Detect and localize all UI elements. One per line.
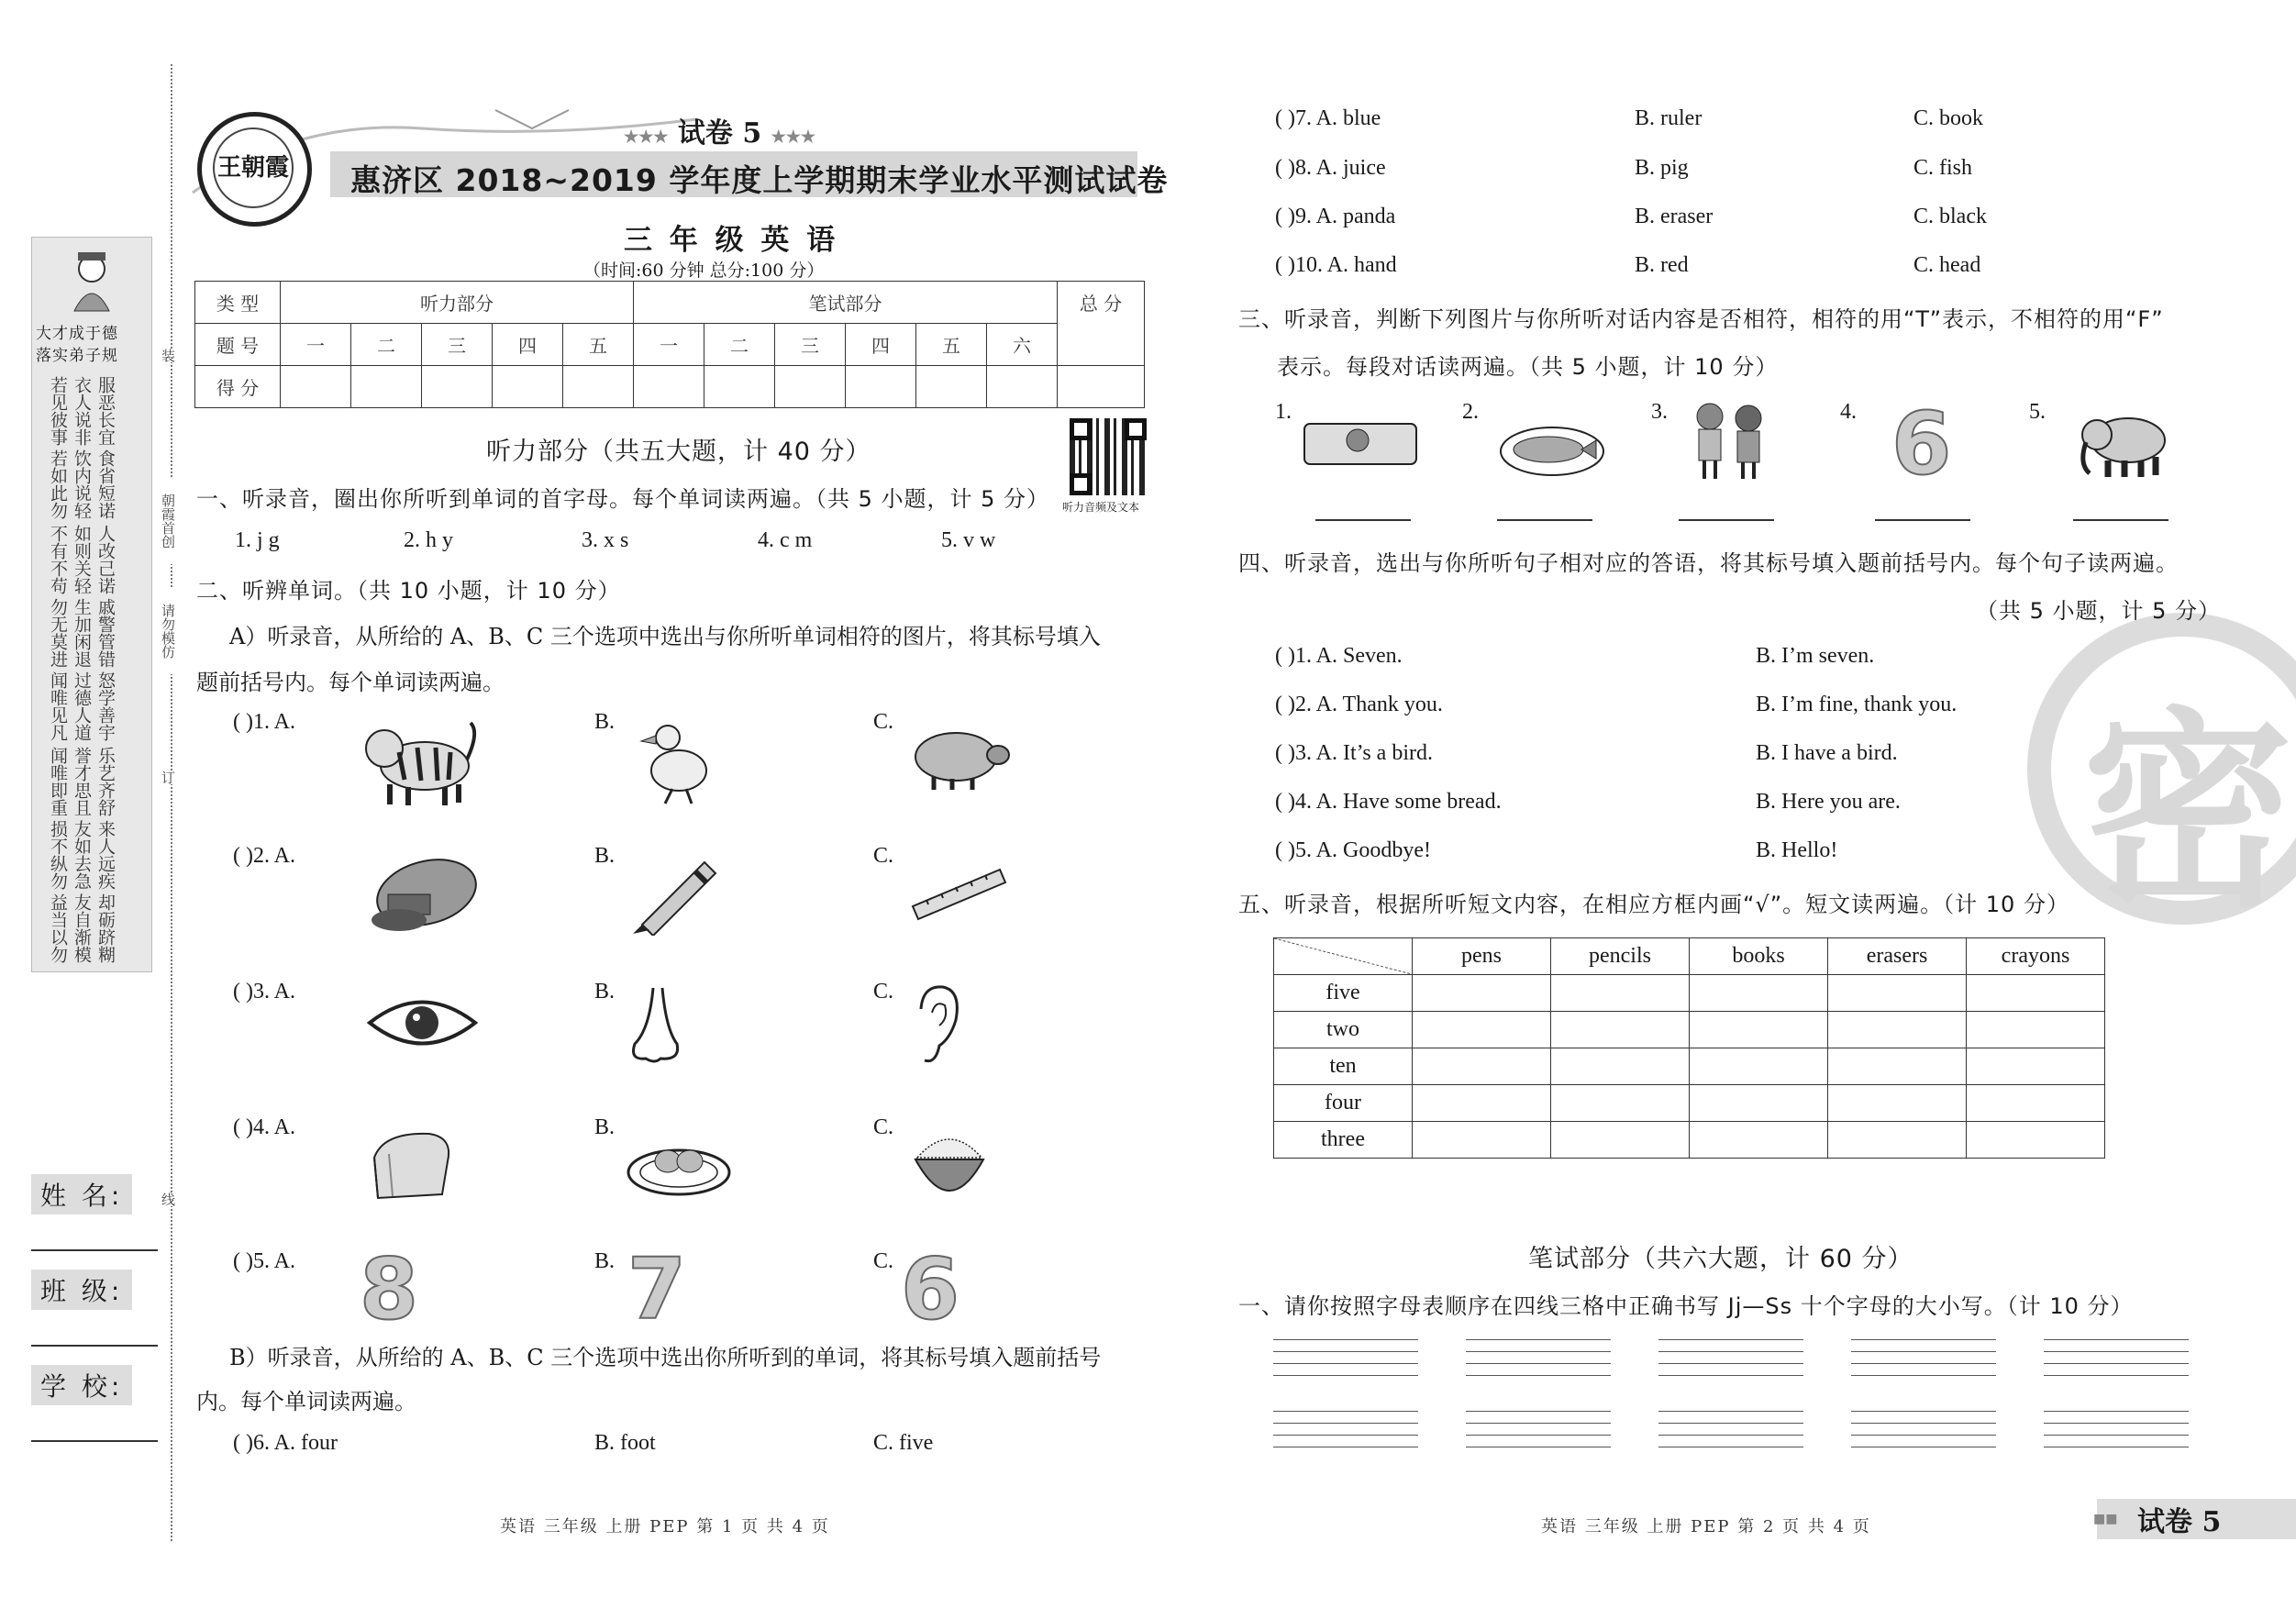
side-note: 朝霞首创 [158,477,178,564]
grid-cell[interactable] [1828,1122,1967,1159]
score-cell[interactable] [351,366,422,408]
listen-num: 五 [563,324,634,366]
score-total-cell[interactable] [1058,366,1145,408]
word-q10-b: B. red [1635,253,1689,277]
motto-bottom: 落实弟子规 [36,347,118,365]
word-q10: ( )10. A. hand [1275,253,1397,277]
grid-cell[interactable] [1690,975,1828,1012]
writing-line[interactable] [1658,1339,1803,1340]
s1-item: 2. h y [404,528,453,552]
pic-q3-num: ( )3. A. [233,980,295,1004]
grid-cell[interactable] [1413,1048,1551,1085]
writing-line[interactable] [1466,1339,1611,1340]
rice-picture[interactable] [908,1121,991,1208]
grid-col-header: erasers [1828,938,1967,975]
write-num: 三 [775,324,846,366]
writing-line[interactable] [1658,1351,1803,1352]
writing-line[interactable] [1851,1375,1996,1376]
s3-tray-picture [1301,411,1420,475]
pic-q4-b: B. [594,1115,616,1139]
word-q10-c: C. head [1913,253,1981,277]
qr-code-icon[interactable] [1070,418,1147,495]
writing-heading: 笔试部分（共六大题，计 60 分） [1528,1245,1913,1273]
grid-row-header: two [1274,1012,1413,1048]
score-cell[interactable] [704,366,775,408]
s4-q1-b: B. I’m seven. [1756,644,1875,668]
word-q9: ( )9. A. panda [1275,205,1396,228]
s3-num: 2. [1462,400,1479,424]
grid-cell[interactable] [1690,1012,1828,1048]
writing-line[interactable] [2044,1435,2189,1436]
number-8-picture[interactable]: 8 [360,1240,419,1338]
motto-column: 友自渐模 [72,893,92,963]
section-3-title-2: 表示。每段对话读两遍。（共 5 小题，计 10 分） [1277,354,1779,380]
score-number-label: 题 号 [195,324,281,366]
ruler-picture[interactable] [908,853,1009,926]
word-q9-c: C. black [1913,205,1987,228]
motto-column: 勿无莫进 [48,598,68,668]
bind-mark-2: 订 [160,771,176,784]
writing-line[interactable] [1273,1351,1418,1352]
grid-col-header: crayons [1967,938,2105,975]
stars-right-icon: ★★★ [771,128,816,147]
writing-line[interactable] [2044,1411,2189,1412]
eye-picture[interactable] [365,991,480,1055]
grid-cell[interactable] [1551,1085,1690,1122]
listening-heading: 听力部分（共五大题，计 40 分） [486,438,871,466]
motto-column: 损不纵勿 [48,820,68,890]
bind-mark-3: 线 [160,1192,176,1206]
grid-cell[interactable] [1690,1085,1828,1122]
score-cell[interactable] [775,366,846,408]
write-num: 四 [846,324,916,366]
writing-line[interactable] [1466,1435,1611,1436]
write-num: 二 [704,324,775,366]
eggs-picture[interactable] [624,1128,734,1202]
grid-col-header: pens [1413,938,1551,975]
side-note-2: 请勿模仿 [158,587,178,674]
subject-title: 三 年 级 英 语 [624,224,839,257]
score-cell[interactable] [846,366,916,408]
score-row-label: 得 分 [195,366,281,408]
write-num: 六 [987,324,1058,366]
score-cell[interactable] [281,366,351,408]
motto-column: 生加闲退 [72,598,92,668]
footer-tag: 试卷 5 [2137,1506,2222,1538]
writing-line[interactable] [1851,1423,1996,1424]
grid-cell[interactable] [1413,1012,1551,1048]
write-num: 五 [916,324,987,366]
pic-q2-b: B. [594,844,616,868]
s2a-instruction-2: 题前括号内。每个单词读两遍。 [196,670,505,695]
listen-num: 四 [493,324,563,366]
s3-answer-line[interactable] [1679,519,1774,521]
score-cell[interactable] [422,366,493,408]
footer-left: 英语 三年级 上册 PEP 第 1 页 共 4 页 [500,1517,830,1536]
word-q7-c: C. book [1913,106,1984,130]
motto-column: 人改己诺 [95,525,116,594]
motto-column: 闻唯见凡 [48,671,68,741]
word-q8-b: B. pig [1635,156,1689,180]
grid-cell[interactable] [1967,1085,2105,1122]
writing-line[interactable] [1851,1411,1996,1412]
pen-picture[interactable] [624,844,725,936]
motto-column: 不有不苟 [48,525,68,594]
school-label: 学 校: [31,1365,132,1405]
s2a-instruction-1: A）听录音，从所给的 A、B、C 三个选项中选出与你所听单词相符的图片，将其标号填入 [229,624,1101,649]
pic-q5-c: C. [873,1249,894,1273]
tiger-picture[interactable] [362,715,477,807]
write-num: 一 [634,324,704,366]
writing-line[interactable] [1466,1375,1611,1376]
writing-section-1-title: 一、请你按照字母表顺序在四线三格中正确书写 Jj—Ss 十个字母的大小写。（计 10 分） [1238,1293,2134,1319]
word-q8-c: C. fish [1913,156,1973,180]
s3-answer-line[interactable] [1315,519,1411,521]
exam-title: 惠济区 2018~2019 学年度上学期期末学业水平测试试卷 [350,162,1169,198]
writing-line[interactable] [1658,1435,1803,1436]
s3-elephant-picture [2075,407,2176,481]
grid-row-header: five [1274,975,1413,1012]
pic-q5-num: ( )5. A. [233,1249,295,1273]
boy-figure [67,249,116,313]
word-q7-b: B. ruler [1635,106,1703,130]
s4-q3-b: B. I have a bird. [1756,741,1898,765]
stars-left-icon: ★★★ [624,128,669,147]
nose-picture[interactable] [626,983,690,1066]
tick-grid [1273,937,2105,1159]
s3-num: 1. [1275,400,1292,424]
motto-column: 闻唯即重 [48,747,68,816]
writing-line[interactable] [1658,1363,1803,1364]
writing-line[interactable] [1658,1423,1803,1424]
pic-q1-c: C. [873,710,894,734]
s4-q1-a: ( )1. A. Seven. [1275,644,1403,668]
s1-item: 1. j g [235,528,280,552]
grid-cell[interactable] [1967,1048,2105,1085]
grid-corner [1274,938,1413,975]
writing-line[interactable] [1273,1411,1418,1412]
writing-line[interactable] [1273,1375,1418,1376]
writing-line[interactable] [2044,1375,2189,1376]
section-5-title: 五、听录音，根据所听短文内容，在相应方框内画“√”。短文读两遍。（计 10 分） [1238,892,2069,917]
grid-cell[interactable] [1967,1122,2105,1159]
motto-column: 却砺跻糊 [95,893,116,963]
motto-column: 友如去急 [72,820,92,890]
binding-dotted-line [171,64,172,1541]
grid-cell[interactable] [1551,1122,1690,1159]
grid-cell[interactable] [1828,1012,1967,1048]
grid-cell[interactable] [1551,1048,1690,1085]
paper-tag-row [624,110,815,150]
motto-column: 若如此勿 [48,449,68,519]
writing-line[interactable] [1466,1351,1611,1352]
word-q6-c: C. five [873,1431,934,1455]
s3-answer-line[interactable] [1497,519,1592,521]
time-info: （时间:60 分钟 总分:100 分） [583,261,825,281]
grid-cell[interactable] [1690,1048,1828,1085]
motto-column: 益当以勿 [48,893,68,963]
pic-q1-num: ( )1. A. [233,710,295,734]
section-4-title-1: 四、听录音，选出与你所听句子相对应的答语，将其标号填入题前括号内。每个句子读两遍。 [1238,550,2179,576]
section-2-title: 二、听辨单词。（共 10 小题，计 10 分） [196,578,621,604]
pic-q4-num: ( )4. A. [233,1115,295,1139]
grid-cell[interactable] [1967,1012,2105,1048]
s4-q2-b: B. I’m fine, thank you. [1756,693,1958,716]
writing-line[interactable] [1851,1435,1996,1436]
word-q6: ( )6. A. four [233,1431,338,1455]
motto-column: 衣人说非 [72,376,92,446]
grid-cell[interactable] [1828,1085,1967,1122]
s1-item: 3. x s [582,528,629,552]
writing-line[interactable] [2044,1351,2189,1352]
pic-q4-c: C. [873,1115,894,1139]
motto-column: 饮内说轻 [72,449,92,519]
listen-num: 三 [422,324,493,366]
s3-num: 3. [1651,400,1668,424]
grid-cell[interactable] [1828,975,1967,1012]
writing-line[interactable] [1658,1375,1803,1376]
class-label: 班 级: [31,1270,132,1310]
name-line[interactable] [31,1249,158,1251]
score-table [194,281,1145,408]
grid-cell[interactable] [1690,1122,1828,1159]
grid-col-header: pencils [1551,938,1690,975]
grid-cell[interactable] [1551,975,1690,1012]
motto-column: 过德人道 [72,671,92,741]
grid-cell[interactable] [1828,1048,1967,1085]
motto-top: 大才成于德 [36,325,118,343]
listen-num: 一 [281,324,351,366]
grid-row-header: three [1274,1122,1413,1159]
score-writing-label: 笔试部分 [634,282,1058,324]
grid-cell[interactable] [1413,975,1551,1012]
number-7-picture[interactable]: 7 [627,1240,687,1338]
s3-two-kids-picture [1679,400,1780,482]
score-cell[interactable] [634,366,704,408]
writing-line[interactable] [1273,1363,1418,1364]
s3-number-6-picture: 6 [1891,394,1952,494]
s3-num: 5. [2029,400,2046,424]
motto-column: 服恶长宜 [95,376,116,446]
motto-column: 来人远疾 [95,820,116,890]
pic-q5-b: B. [594,1249,616,1273]
number-6-picture[interactable]: 6 [901,1240,960,1338]
confidential-seal-char: 密 [2082,691,2294,936]
motto-column: 怒学善宇 [95,671,116,741]
writing-line[interactable] [1851,1351,1996,1352]
bind-mark-1: 装 [160,349,176,362]
word-q8: ( )8. A. juice [1275,156,1386,180]
pic-q2-num: ( )2. A. [233,844,295,868]
s4-q4-b: B. Here you are. [1756,790,1901,814]
score-listening-label: 听力部分 [281,282,634,324]
s4-q5-a: ( )5. A. Goodbye! [1275,838,1431,862]
writing-line[interactable] [1466,1363,1611,1364]
grid-row-header: ten [1274,1048,1413,1085]
writing-line[interactable] [1466,1411,1611,1412]
s4-q3-a: ( )3. A. It’s a bird. [1275,741,1433,765]
grid-cell[interactable] [1551,1012,1690,1048]
s1-item: 4. c m [758,528,813,552]
score-cell[interactable] [493,366,563,408]
motto-column: 如则关轻 [72,525,92,594]
logo-text: 王朝霞 [213,128,294,208]
writing-line[interactable] [1273,1339,1418,1340]
paper-tag: 试卷 5 [677,117,762,150]
motto-column: 乐艺齐舒 [95,747,116,816]
word-q7: ( )7. A. blue [1275,106,1381,130]
listen-num: 二 [351,324,422,366]
pencil-box-picture[interactable] [362,848,482,936]
writing-line[interactable] [1273,1423,1418,1424]
s4-q2-a: ( )2. A. Thank you. [1275,693,1443,716]
grid-cell[interactable] [1413,1085,1551,1122]
word-q6-b: B. foot [594,1431,656,1455]
publisher-logo [197,112,312,227]
pic-q2-c: C. [873,844,894,868]
score-cell[interactable] [987,366,1058,408]
motto-column: 若见彼事 [48,376,68,446]
grid-cell[interactable] [1967,975,2105,1012]
writing-line[interactable] [1851,1339,1996,1340]
s1-item: 5. v w [941,528,996,552]
grid-cell[interactable] [1413,1122,1551,1159]
motto-column: 誉才思且 [72,747,92,816]
score-cell[interactable] [916,366,987,408]
writing-line[interactable] [1466,1423,1611,1424]
s3-answer-line[interactable] [1875,519,1970,521]
section-1-title: 一、听录音，圈出你所听到单词的首字母。每个单词读两遍。（共 5 小题，计 5 分） [196,486,1050,512]
s3-answer-line[interactable] [2073,519,2168,521]
writing-line[interactable] [2044,1423,2189,1424]
score-type-label: 类 型 [195,282,281,324]
name-label: 姓 名: [31,1174,132,1214]
qr-caption: 听力音频及文本 [1062,501,1140,514]
s4-q5-b: B. Hello! [1756,838,1838,862]
section-3-title-1: 三、听录音，判断下列图片与你所听对话内容是否相符，相符的用“T”表示，不相符的用“F” [1238,306,2164,332]
pig-picture[interactable] [906,720,1015,793]
pic-q3-b: B. [594,980,616,1004]
footer-tag-squares-icon: ■■ [2093,1512,2118,1526]
motto-column: 食省短诺 [95,449,116,519]
writing-line[interactable] [2044,1363,2189,1364]
bread-picture[interactable] [365,1121,457,1203]
school-line[interactable] [31,1440,158,1442]
word-q9-b: B. eraser [1635,205,1714,228]
s2b-instruction-2: 内。每个单词读两遍。 [196,1389,416,1414]
section-4-title-2: （共 5 小题，计 5 分） [1976,598,2222,624]
writing-line[interactable] [1851,1363,1996,1364]
footer-right: 英语 三年级 上册 PEP 第 2 页 共 4 页 [1541,1517,1871,1536]
ear-picture[interactable] [908,981,963,1069]
motto-column: 戚警管错 [95,598,116,668]
score-total-label: 总 分 [1058,282,1145,366]
writing-line[interactable] [1273,1435,1418,1436]
s3-num: 4. [1840,400,1857,424]
s4-q4-a: ( )4. A. Have some bread. [1275,790,1502,814]
writing-line[interactable] [2044,1339,2189,1340]
grid-col-header: books [1690,938,1828,975]
writing-line[interactable] [1658,1411,1803,1412]
s3-fish-plate-picture [1497,416,1607,481]
score-cell[interactable] [563,366,634,408]
pic-q1-b: B. [594,710,616,734]
grid-row-header: four [1274,1085,1413,1122]
pic-q3-c: C. [873,980,894,1004]
s2b-instruction-1: B）听录音，从所给的 A、B、C 三个选项中选出你所听到的单词，将其标号填入题前括号 [229,1345,1102,1370]
class-line[interactable] [31,1345,158,1347]
duck-picture[interactable] [631,715,723,807]
